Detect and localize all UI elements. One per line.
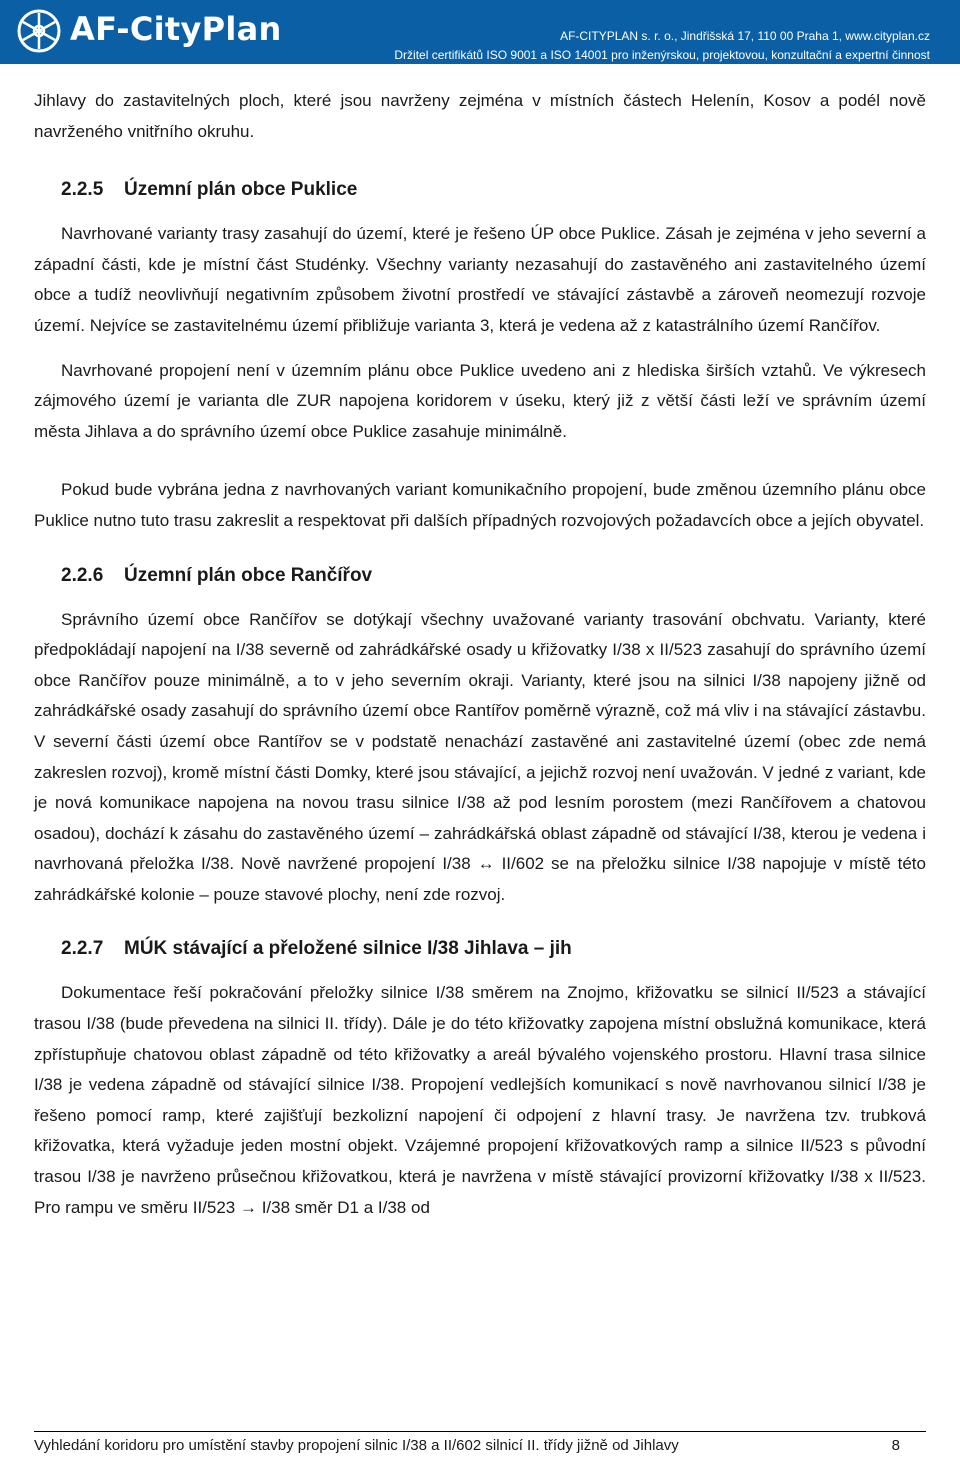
section-number: 2.2.6 [61,564,104,586]
page-header [0,0,960,64]
paragraph: Správního území obce Rančířov se dotýkají všechny uvažované varianty trasování obchvatu. Varianty, které předpokládají napojení na I/38 severně od zahrádkářské osady u křižovatky I/38 x II/523 zasahují do správního území obce Rančířov pouze minimálně, a to v jeho severním okraji. Varianty, které jsou na silnici I/38 napojeny jižně od zahrádkářské osady zasahují do správního území obce Rantířov poměrně výrazně, což má vliv i na stávající zástavbu. V severní části území obce Rantířov se v podstatě nenachází zastavěné ani zastavitelné území (obec zde nemá zakreslen rozvoj), kromě místní části Domky, které jsou stávající, a jejichž rozvoj není uvažován. V jedné z variant, kde je nová komunikace napojena na novou trasu silnice I/38 až pod lesním porostem (mezi Rančířovem a chatovou osadou), dochází k zásahu do zastavěného území – zahrádkářská oblast západně od stávající I/38, kterou je vedena i navrhovaná přeložka I/38. Nově navržené propojení I/38 ↔ II/602 se na přeložku silnice I/38 napojuje v místě této zahrádkářské kolonie – pouze stavové plochy, není zde rozvoj. [34,609,926,904]
section-number: 2.2.5 [61,179,104,201]
footer-title: Vyhledání koridoru pro umístění stavby propojení silnic I/38 a II/602 silnicí II. třídy jižně od Jihlavy [34,1437,679,1454]
section-number: 2.2.7 [61,938,104,960]
section-heading-2-2-6 [61,561,926,591]
certificate-note: Držitel certifikátů ISO 9001 a ISO 14001 pro inženýrskou, projektovou, konzultační a expertní činnost [394,48,930,62]
cityplan-logo-icon [17,9,61,53]
section-title: Územní plán obce Puklice [124,179,358,201]
footer-divider [34,1431,926,1432]
company-address: AF-CITYPLAN s. r. o., Jindřišská 17, 110 00 Praha 1, www.cityplan.cz [560,29,930,43]
paragraph: Pokud bude vybrána jedna z navrhovaných variant komunikačního propojení, bude změnou územního plánu obce Puklice nutno tuto trasu zakreslit a respektovat při dalších případných rozvojových požadavcích obce a jejích obyvatel. [34,480,926,530]
section-title: Územní plán obce Rančířov [124,564,373,586]
header-info [394,27,930,65]
document-body [34,86,926,1223]
section-heading-2-2-5 [61,175,926,205]
paragraph: Dokumentace řeší pokračování přeložky silnice I/38 směrem na Znojmo, křižovatku se silnicí II/523 a stávající trasou I/38 (bude převedena na silnici II. třídy). Dále je do této křižovatky zapojena místní obslužná komunikace, která zpřístupňuje chatovou oblast západně od této křižovatky a areál bývalého vojenského prostoru. Hlavní trasa silnice I/38 je vedena západně od stávající silnice I/38. Propojení vedlejších komunikací s nově navrhovanou silnicí I/38 je řešeno pomocí ramp, které zajišťují bezkolizní napojení či odpojení z hlavní trasy. Je navržena tzv. trubková křižovatka, která vyžaduje jeden mostní objekt. Vzájemné propojení křižovatkových ramp a silnice II/523 s původní trasou I/38 je navrženo průsečnou křižovatkou, která je navržena v místě stávající provizorní křižovatky I/38 x II/523. Pro rampu ve směru II/523 → I/38 směr D1 a I/38 od [34,983,926,1217]
paragraph-intro: Jihlavy do zastavitelných ploch, které jsou navrženy zejména v místních částech Helenín, Kosov a podél nově navrženého vnitřního okruhu. [34,91,926,141]
page-footer [34,1437,900,1454]
paragraph: Navrhované varianty trasy zasahují do území, které je řešeno ÚP obce Puklice. Zásah je zejména v jeho severní a západní části, kde je místní část Studénky. Všechny varianty nezasahují do zastavěného ani zastavitelného území obce a tudíž neovlivňují negativním způsobem životní prostředí ve stávající zástavbě a zároveň neomezují rozvoje území. Nejvíce se zastavitelnému území přibližuje varianta 3, která je vedena až z katastrálního území Rančířov. [34,224,926,335]
section-title: MÚK stávající a přeložené silnice I/38 Jihlava – jih [124,938,572,960]
section-heading-2-2-7 [61,934,926,964]
page-number: 8 [891,1437,900,1454]
paragraph: Navrhované propojení není v územním plánu obce Puklice uvedeno ani z hlediska širších vztahů. Ve výkresech zájmového území je varianta dle ZUR napojena koridorem v úseku, který již z větší části leží ve správním území města Jihlava a do správního území obce Puklice zasahuje minimálně. [34,360,926,441]
brand-name: AF-CityPlan [70,10,282,48]
